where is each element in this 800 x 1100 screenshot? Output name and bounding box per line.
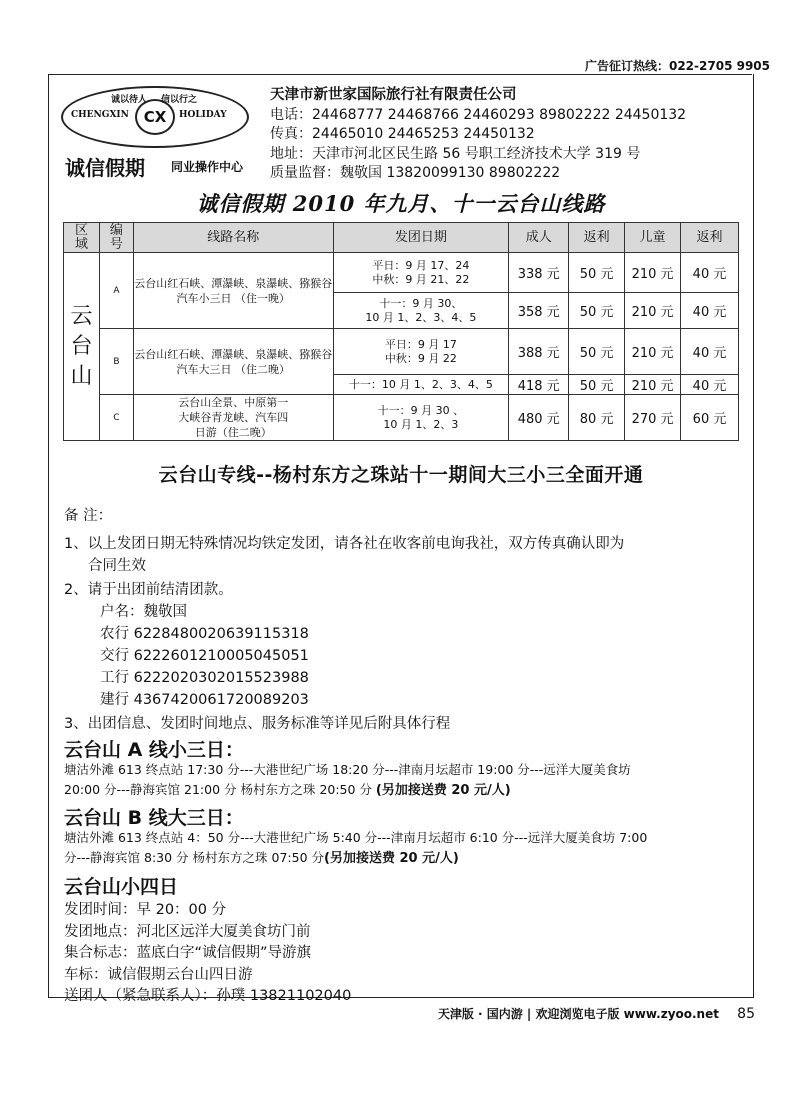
route-dates: 十一：9 月 30、 10 月 1、2、3、4、5 <box>333 293 509 329</box>
notes-title: 备 注： <box>64 508 113 524</box>
company-info <box>270 86 750 184</box>
header-rule <box>48 74 752 75</box>
adult-price: 338 元 <box>509 253 569 293</box>
page-footer <box>438 1005 755 1022</box>
note-item-3: 3、出团信息、发团时间地点、服务标准等详见后附具体行程 <box>64 716 451 732</box>
line-a-stops-2-text: 20:00 分---静海宾馆 21:00 分 杨村东方之珠 20:50 分 <box>64 782 376 797</box>
company-supervisor: 质量监督：魏敬国 13820099130 89802222 <box>270 165 561 181</box>
line-b-stops-2 <box>64 848 744 869</box>
four-day-title: 云台山小四日 <box>64 876 179 898</box>
header-rebate-child: 返利 <box>681 223 739 253</box>
child-rebate: 40 元 <box>681 329 739 375</box>
line-a-stops-1: 塘沽外滩 613 终点站 17:30 分---大港世纪广场 18:20 分---津南月坛超市 19:00 分---远洋大厦美食坊 <box>64 762 631 777</box>
page-number: 85 <box>737 1006 755 1022</box>
company-name: 天津市新世家国际旅行社有限责任公司 <box>270 87 517 103</box>
adult-price: 358 元 <box>509 293 569 329</box>
logo-brand: 诚信假期 <box>65 156 145 180</box>
footer-text: 天津版 · 国内游 | 欢迎浏览电子版 www.zyoo.net <box>437 1007 719 1021</box>
header-rebate: 返利 <box>569 223 625 253</box>
logo-arc-right: 信以行之 <box>161 95 198 105</box>
four-day-time: 发团时间：早 20：00 分 <box>64 902 227 918</box>
note-item-1-cont: 合同生效 <box>88 558 146 574</box>
four-day-place: 发团地点：河北区远洋大厦美食坊门前 <box>64 923 311 940</box>
child-price: 210 元 <box>625 375 681 395</box>
bank-account: 交行 6222601210005045051 <box>100 648 309 664</box>
line-b-extra-fee: (另加接送费 20 元/人) <box>324 851 459 866</box>
adult-price: 480 元 <box>509 395 569 441</box>
company-address: 地址：天津市河北区民生路 56 号职工经济技术大学 319 号 <box>270 145 641 162</box>
line-b-schedule <box>64 828 744 869</box>
header-adult: 成人 <box>509 223 569 253</box>
note-item-1: 1、以上发团日期无特殊情况均铁定发团，请各社在收客前电询我社，双方传真确认即为 <box>64 536 625 552</box>
header-code: 编号 <box>99 223 133 253</box>
four-day-bus: 车标：诚信假期云台山四日游 <box>64 966 253 983</box>
table-row <box>64 329 739 375</box>
route-dates: 十一：9 月 30 、 10 月 1、2、3 <box>333 395 509 441</box>
route-code: B <box>99 329 133 395</box>
line-a-schedule <box>64 760 744 801</box>
company-logo <box>61 86 249 178</box>
company-phone: 电话：24468777 24468766 24460293 89802222 24450132 <box>270 106 687 123</box>
note-item-2: 2、请于出团前结清团款。 <box>64 582 233 598</box>
header-region: 区域 <box>64 223 100 253</box>
company-fax: 传真：24465010 24465253 24450132 <box>270 126 535 142</box>
child-price: 210 元 <box>625 329 681 375</box>
child-rebate: 40 元 <box>681 253 739 293</box>
adult-rebate: 50 元 <box>569 375 625 395</box>
child-price: 270 元 <box>625 395 681 441</box>
four-day-contact: 送团人（紧急联系人）：孙璞 13821102040 <box>64 988 352 1004</box>
region-cell: 云台山 <box>64 253 100 441</box>
route-name: 云台山红石峡、潭瀑峡、泉瀑峡、猕猴谷汽车小三日 （住一晚） <box>133 253 333 329</box>
adult-rebate: 50 元 <box>569 329 625 375</box>
child-price: 210 元 <box>625 253 681 293</box>
logo-subtitle: 同业操作中心 <box>171 160 244 174</box>
child-rebate: 40 元 <box>681 375 739 395</box>
line-a-title: 云台山 A 线小三日： <box>64 739 244 761</box>
header-dates: 发团日期 <box>333 223 509 253</box>
header-route-name: 线路名称 <box>133 223 333 253</box>
header-child: 儿童 <box>625 223 681 253</box>
line-a-extra-fee: (另加接送费 20 元/人) <box>375 783 511 798</box>
logo-word-right: HOLIDAY <box>179 110 227 120</box>
line-b-stops-2-text: 分---静海宾馆 8:30 分 杨村东方之珠 07:50 分 <box>64 850 324 865</box>
route-dates: 十一：10 月 1、2、3、4、5 <box>333 375 509 395</box>
child-price: 210 元 <box>625 293 681 329</box>
line-a-stops-2 <box>64 780 744 801</box>
ad-hotline: 广告征订热线：022-2705 9905 <box>584 59 770 73</box>
page-title: 诚信假期 2010 年九月、十一云台山线路 <box>196 191 606 216</box>
line-b-stops-1: 塘沽外滩 613 终点站 4：50 分---大港世纪广场 5:40 分---津南月坛超市 6:10 分---远洋大厦美食坊 7:00 <box>64 830 648 845</box>
adult-rebate: 50 元 <box>569 253 625 293</box>
logo-cx: CX <box>135 99 175 135</box>
adult-rebate: 80 元 <box>569 395 625 441</box>
route-name: 云台山全景、中原第一 大峡谷青龙峡、汽车四 日游（住二晚） <box>133 395 333 441</box>
line-b-title: 云台山 B 线大三日： <box>64 807 244 829</box>
table-header-row <box>64 223 739 253</box>
four-day-details <box>64 900 744 1008</box>
table-row <box>64 253 739 293</box>
route-code: C <box>99 395 133 441</box>
adult-price: 418 元 <box>509 375 569 395</box>
route-code: A <box>99 253 133 329</box>
logo-arc-left: 诚以待人 <box>111 95 148 105</box>
child-rebate: 40 元 <box>681 293 739 329</box>
adult-price: 388 元 <box>509 329 569 375</box>
bank-account: 工行 6222020302015523988 <box>100 670 309 686</box>
bank-account: 建行 4367420061720089203 <box>100 692 309 708</box>
account-name: 户名：魏敬国 <box>100 604 187 620</box>
four-day-flag: 集合标志：蓝底白字“诚信假期”导游旗 <box>64 945 312 961</box>
table-row <box>64 395 739 441</box>
logo-word-left: CHENGXIN <box>71 110 129 120</box>
route-name: 云台山红石峡、潭瀑峡、泉瀑峡、猕猴谷汽车大三日 （住二晚） <box>133 329 333 395</box>
notes-section <box>64 505 744 735</box>
bank-account: 农行 6228480020639115318 <box>100 626 309 642</box>
promo-banner: 云台山专线--杨村东方之珠站十一期间大三小三全面开通 <box>158 464 644 486</box>
route-dates: 平日：9 月 17、24 中秋：9 月 21、22 <box>333 253 509 293</box>
routes-table <box>63 222 739 441</box>
adult-rebate: 50 元 <box>569 293 625 329</box>
child-rebate: 60 元 <box>681 395 739 441</box>
route-dates: 平日：9 月 17 中秋：9 月 22 <box>333 329 509 375</box>
